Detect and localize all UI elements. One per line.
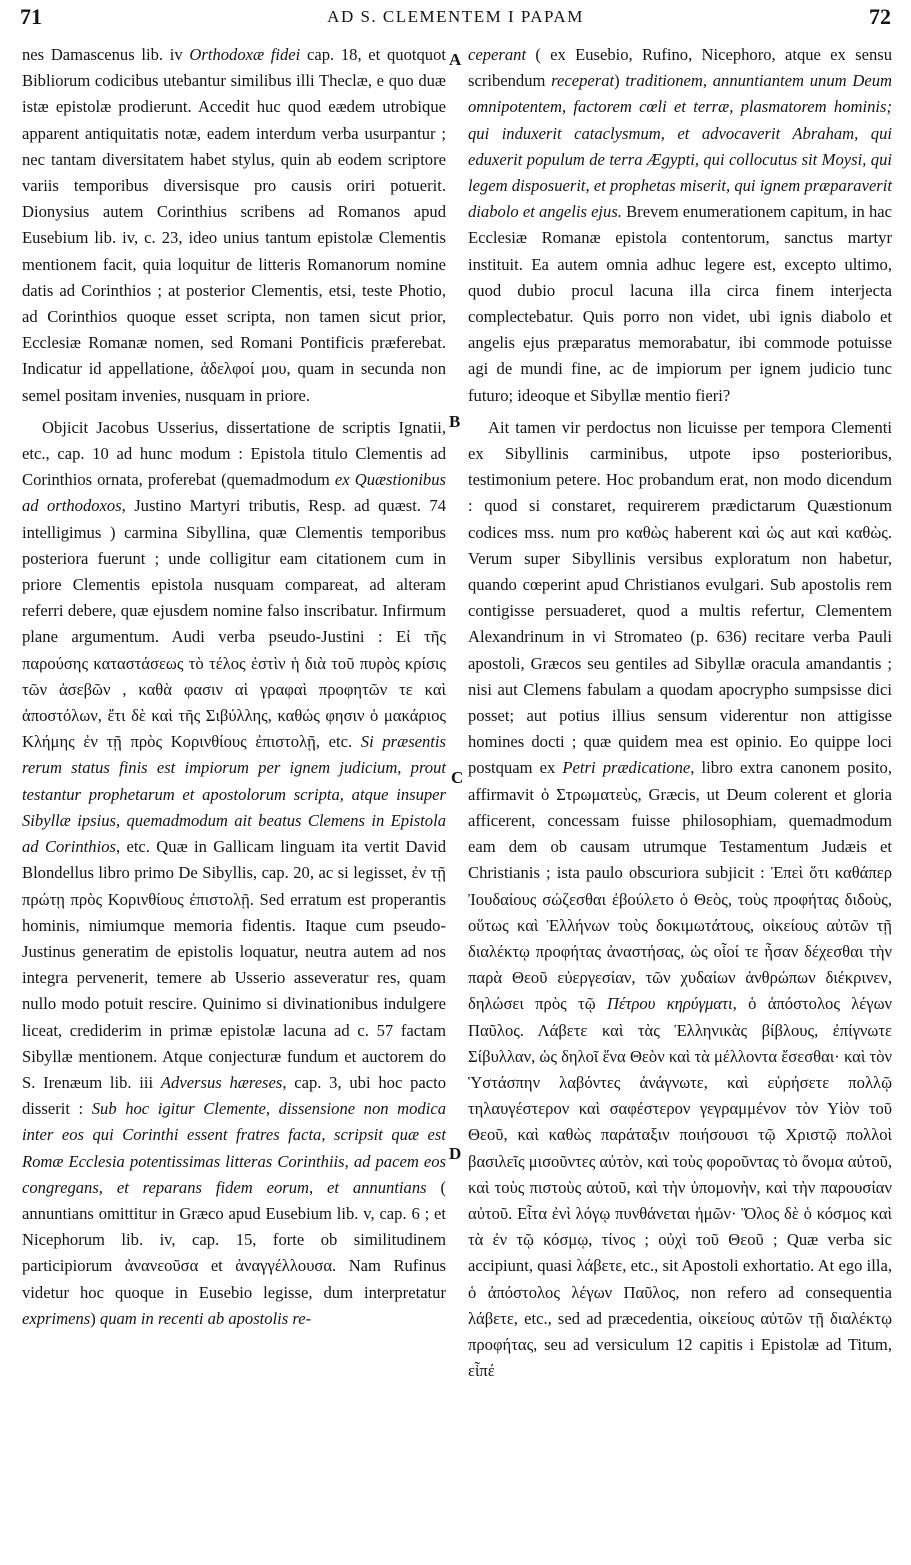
page-header	[16, 4, 895, 30]
right-paragraph-2	[468, 415, 892, 1385]
text-span: Brevem enumerationem capitum, in hac Ecclesiæ Romanæ epistola contentorum, sanctus martyr instituit. Ea autem omnia adhuc legere est, excepto ultimo, quod dubio procul lacuna illa circa finem interjecta complectebatur. Quis porro non videt, ubi ignis diabolo et angelis ejus præparatus memorabatur, ibi commode potuisse agi de mundi fine, ac de impiorum per ignem judicio tunc futuro; ideoque et Sibyllæ mentio fieri?	[468, 202, 892, 405]
margin-marker-d: D	[449, 1144, 462, 1163]
italic-quotation: quam in recenti ab apostolis re-	[99, 1308, 312, 1328]
italic-title: Petri prædicatione	[562, 758, 691, 778]
italic-title: Πέτρου κηρύγματι	[606, 994, 733, 1014]
text-span: , libro extra canonem posito, affirmavit ὁ Στρωματεὺς, Græcis, ut Deum colerent et gloria afficerent, concessam fuisse philosophiam, quemadmodum eam dem ob causam utrumque Testamentum Judæis et Christianis ; ista paulo obscuriora subjicit : Ἐπεὶ ὅτι καθάπερ Ἰουδαίους σώζεσθαι ἐβούλετο ὁ Θεὸς, τοὺς προφήτας διδοὺς, οὕτως καὶ Ἑλλήνων τοὺς δοκιμωτάτους, οἰκείους αὐτῶν τῇ διαλέκτῳ προφήτας ἀναστήσας, ὡς οἷοί τε ἦσαν δέχεσθαι τὴν παρὰ Θεοῦ εὐεργεσίαν, τῶν χυδαίων ἀνθρώπων διέκρινεν, δηλώσει πρὸς τῷ	[468, 758, 893, 1014]
margin-marker-c: C	[451, 768, 464, 787]
left-paragraph-1	[22, 42, 446, 409]
text-span: ( annuntians omittitur in Græco apud Eusebium lib. v, cap. 6 ; et Nicephorum lib. iv, cap. 15, forte ob similitudinem participiorum ἀνανεοῦσα et ἀναγγέλλουσα. Nam Rufinus videtur hoc quoque in Eusebio legisse, dum interpretatur	[22, 1177, 446, 1302]
italic-title: Orthodoxæ fidei	[189, 45, 301, 64]
text-span: )	[614, 71, 626, 91]
margin-marker-b: B	[449, 412, 461, 431]
left-paragraph-2	[22, 415, 446, 1332]
text-span: ( ex Eusebio, Rufino, Nicephoro, atque ex sensu scribendum	[468, 45, 892, 91]
left-column	[22, 42, 446, 1332]
margin-marker-a: A	[449, 50, 462, 69]
page-number-right: 72	[869, 4, 891, 29]
text-span: , Justino Martyri tributis, Resp. ad quæst. 74 intelligimus ) carmina Sibyllina, quæ Clementis temporibus posteriora fuerunt ; unde colligitur eam citationem cum in priore Clementis epistola nusquam compareat, ad alteram referri debere, quæ ejusdem nomine falso inscribatur. Infirmum plane argumentum. Audi verba pseudo-Justini : Εἰ τῆς παρούσης καταστάσεως τὸ τέλος ἐστὶν ἡ διὰ τοῦ πυρὸς κρίσις τῶν ἀσεβῶν , καθὰ φασιν αἱ γραφαὶ προφητῶν τε καὶ ἀποστόλων, ἔτι δὲ καὶ τῆς Σιβύλλης, καθώς φησιν ὁ μακάριος Κλήμης ἐν τῇ πρὸς Κορινθίους ἐπιστολῇ, etc.	[22, 496, 446, 752]
running-title: AD S. CLEMENTEM I PAPAM	[327, 7, 584, 26]
italic-quotation: traditionem, annuntiantem unum Deum omnipotentem, factorem cœli et terræ, plasmatorem hominis; qui induxerit cataclysmum, et advocaverit Abraham, qui eduxerit populum de terra Ægypti, qui collocutus sit Moysi, qui legem disposuerit, et prophetas miserit, qui ignem præparaverit diabolo et angelis ejus.	[468, 71, 892, 222]
page-number-left: 71	[20, 4, 42, 29]
text-span: cap. 18, et quotquot Bibliorum codicibus utebantur similibus illi Theclæ, e quo duæ istæ epistolæ prodierunt. Accedit huc quod eædem utrobique apparent antiquitatis notæ, eadem interdum verba usurpantur ; nec tantam diversitatem habet stylus, quin ab eodem scriptore variis temporibus diversisque pro causis oriri potuerit. Dionysius autem Corinthius scribens ad Romanos apud Eusebium lib. iv, c. 23, ideo unius tantum epistolæ Clementis mentionem facit, quia loquitur de litteris Romanorum nomine datis ad Corinthios ; at posterior Clementis, etsi, teste Photio, ad Corinthios quoque esset scripta, non tamen sicut prior, Ecclesiæ Romanæ nomen, sed Romani Pontificis præferebat. Indicatur id appellatione, ἀδελφοί μου, quam in secunda non semel positam invenies, nusquam in priore.	[22, 45, 446, 405]
right-column	[468, 42, 892, 1384]
text-span: )	[90, 1308, 100, 1328]
text-span: , etc. Quæ in Gallicam linguam ita vertit David Blondellus libro primo De Sibyllis, cap. 20, ac si legisset, ἐν τῇ πρώτῃ πρὸς Κορινθίους ἐπιστολῇ. Sed erratum est properantis hominis, nimiumque memoria fidentis. Itaque cum pseudo-Justinus generatim de epistolis loquatur, neutra autem ad nos integra pervenerit, temere ab Usserio asseveratur res, quam nullo modo potuit rescire. Quinimo si divinationibus indulgere liceat, crediderim in primæ epistolæ lacuna ad c. 57 factam Sibyllæ mentionem. Atque conjecturæ fundum et auctorem do S. Irenæum lib. iii	[22, 837, 447, 1092]
text-span: , cap. 3, ubi hoc pacto disserit :	[22, 1072, 446, 1119]
right-paragraph-1	[468, 42, 892, 409]
italic-word: exprimens	[22, 1308, 91, 1328]
italic-title: ex Quæstionibus ad orthodoxos	[22, 470, 446, 516]
italic-word: ceperant	[468, 45, 527, 64]
text-span: , ὁ ἀπόστολος λέγων Παῦλος. Λάβετε καὶ τὰς Ἑλληνικὰς βίβλους, ἐπίγνωτε Σίβυλλαν, ὡς δηλοῖ ἕνα Θεὸν καὶ τὰ μέλλοντα ἔσεσθαι· καὶ τὸν Ὑστάσπην λαβόντες ἀνάγνωτε, καὶ εὑρήσετε πολλῷ τηλαυγέστερον καὶ σαφέστερον γεγραμμένον τὸν Υἱὸν τοῦ Θεοῦ, καὶ καθὼς παράταξιν ποιήσουσι τῷ Χριστῷ πολλοὶ βασιλεῖς μισοῦντες αὐτὸν, καὶ τοὺς φοροῦντας τὸ ὄνομα αὐτοῦ, καὶ τοὺς πιστοὺς αὐτοῦ, καὶ τὴν ὑπομονὴν, καὶ τὴν παρουσίαν αὐτοῦ. Εἶτα ἐνὶ λόγῳ πυνθάνεται ἡμῶν· Ὅλος δὲ ὁ κόσμος καὶ τὰ ἐν τῷ κόσμῳ, τίνος ; οὐχὶ τοῦ Θεοῦ ; Quæ verba sic accipiunt, quasi λάβετε, etc., sit Apostoli exhortatio. At ego illa, ὁ ἀπόστολος λέγων Παῦλος, non refero ad consequentia λάβετε, etc., sed ad præcedentia, οἰκείους αὐτῶν τῇ διαλέκτῳ προφήτας, seu ad versiculum 12 capitis i Epistolæ ad Titum, εἶπέ	[468, 994, 893, 1381]
italic-word: receperat	[551, 71, 615, 91]
italic-quotation: Sub hoc igitur Clemente, dissensione non modica inter eos qui Corinthi essent fratres facta, scripsit quæ est Romæ Ecclesia potentissimas litteras Corinthiis, ad pacem eos congregans, et reparans fidem eorum, et annuntians	[22, 1099, 447, 1197]
italic-title: Adversus hæreses	[160, 1072, 283, 1092]
text-span: Ait tamen vir perdoctus non licuisse per tempora Clementi ex Sibyllinis carminibus, utpote ipso posterioribus, testimonium petere. Hoc probandum erat, non modo dicendum : quod si constaret, requirerem prædictarum Quæstionum codices mss. num pro καθὼς haberent καὶ ὡς aut καὶ καθὼς. Verum super Sibyllinis versibus exploratum non habetur, quando cœperint apud Christianos evulgari. Sub apostolis rem contigisse persuaderet, quod a multis refertur, Clementem Alexandrinum in vi Stromateo (p. 636) recitare verba Pauli apostoli, Græcos seu gentiles ad Sibyllæ oracula amandantis ; nisi aut Clemens fabulam a quodam apocrypho sumpsisse dici posset; aut potius illius sensum viderentur non attigisse homines docti ; quæ quidem mea est opinio. Eo quippe loci postquam ex	[468, 417, 892, 778]
italic-translation: Si præsentis rerum status finis est impiorum per ignem judicium, prout testantur prophetarum et apostolorum scripta, atque insuper Sibyllæ ipsius, quemadmodum ait beatus Clemens in Epistola ad Corinthios	[22, 732, 446, 857]
text-span: Objicit Jacobus Usserius, dissertatione de scriptis Ignatii, etc., cap. 10 ad hunc modum : Epistola titulo Clementis ad Corinthios ornata, proferebat (quemadmodum	[22, 417, 446, 490]
text-span: nes Damascenus lib. iv	[22, 45, 190, 64]
